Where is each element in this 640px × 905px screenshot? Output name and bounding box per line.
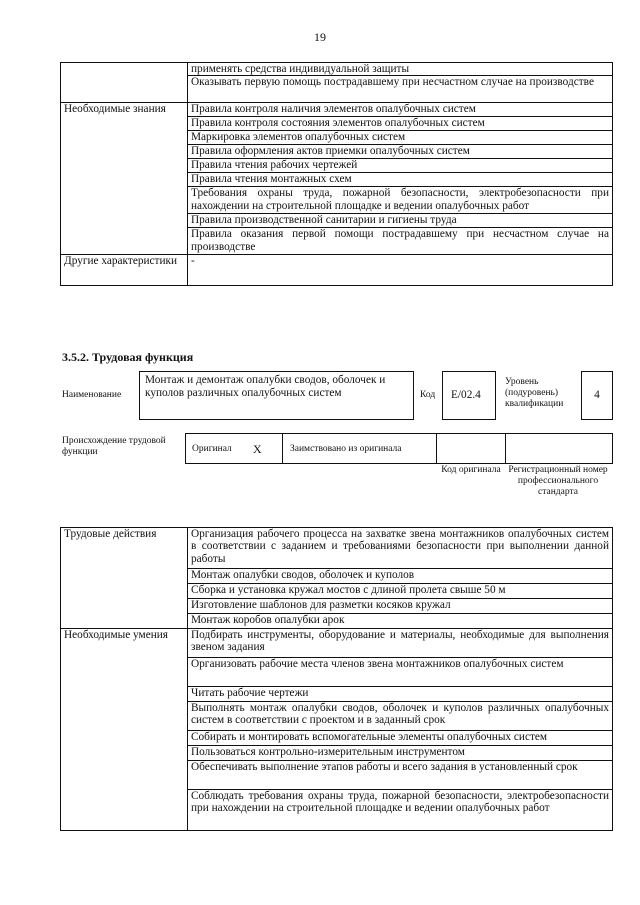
table-category-cell: Другие характеристики <box>61 255 188 286</box>
code-label: Код <box>420 390 436 400</box>
function-code-box <box>442 371 496 420</box>
borrowed-label: Заимствовано из оригинала <box>290 444 402 454</box>
table-category-cell: Трудовые действия <box>61 528 188 629</box>
table-item-cell: Правила контроля наличия элементов опалубочных систем <box>188 103 613 117</box>
origin-divider <box>436 434 437 463</box>
section-title: 3.5.2. Трудовая функция <box>62 350 194 364</box>
table-item-cell: Правила оформления актов приемки опалубочных систем <box>188 145 613 159</box>
table-item-cell: применять средства индивидуальной защиты <box>188 63 613 76</box>
level-value: 4 <box>594 389 600 401</box>
table-item-cell: Сборка и установка кружал мостов с длиной пролета свыше 50 м <box>188 584 613 599</box>
function-name-value: Монтаж и демонтаж опалубки сводов, оболочек и куполов различных опалубочных систем <box>145 374 386 400</box>
origin-label: Происхождение трудовой функции <box>62 436 166 457</box>
table-item-cell: Монтаж коробов опалубки арок <box>188 614 613 629</box>
origin-row <box>185 433 613 464</box>
name-label: Наименование <box>62 390 122 400</box>
table-item-cell: Маркировка элементов опалубочных систем <box>188 131 613 145</box>
registration-caption: Регистрационный номер профессионального стандарта <box>508 465 608 497</box>
table-item-cell: Монтаж опалубки сводов, оболочек и куполов <box>188 569 613 584</box>
original-mark: X <box>253 442 262 456</box>
level-label: Уровень (подуровень) квалификации <box>505 377 564 409</box>
function-name-box <box>139 371 414 420</box>
table-item-cell: Соблюдать требования охраны труда, пожарной безопасности, электробезопасности при нахождении на строительной площадке и ведении опалубочных работ <box>188 790 613 831</box>
origin-divider <box>505 434 506 463</box>
table-item-cell: Правила чтения рабочих чертежей <box>188 159 613 173</box>
actions-skills-table <box>60 527 613 831</box>
table-item-cell: Правила оказания первой помощи пострадавшему при несчастном случае на производстве <box>188 228 613 255</box>
table-item-cell: Требования охраны труда, пожарной безопасности, электробезопасности при нахождении на строительной площадке и ведении опалубочных работ <box>188 187 613 214</box>
table-item-cell: Организация рабочего процесса на захватке звена монтажников опалубочных систем в соответствии с заданием и требованиями безопасности при выполнении данной работы <box>188 528 613 569</box>
table-item-cell: Выполнять монтаж опалубки сводов, оболочек и куполов различных опалубочных систем в соответствии с проектом и в заданный срок <box>188 702 613 731</box>
table-item-cell: Изготовление шаблонов для разметки косяков кружал <box>188 599 613 614</box>
table-item-cell: Правила чтения монтажных схем <box>188 173 613 187</box>
knowledge-table <box>60 62 613 286</box>
table-item-cell: Пользоваться контрольно-измерительным инструментом <box>188 746 613 761</box>
table-item-cell: - <box>188 255 613 286</box>
table-item-cell: Обеспечивать выполнение этапов работы и всего задания в установленный срок <box>188 761 613 790</box>
code-caption: Код оригинала <box>441 465 501 475</box>
table-category-cell: Необходимые умения <box>61 629 188 831</box>
origin-divider <box>282 434 283 463</box>
table-category-cell: Необходимые знания <box>61 103 188 255</box>
table-item-cell: Собирать и монтировать вспомогательные элементы опалубочных систем <box>188 731 613 746</box>
original-label: Оригинал <box>192 444 232 454</box>
table-category-cell <box>61 63 188 103</box>
function-code-value: E/02.4 <box>451 389 481 401</box>
page-number: 19 <box>314 30 326 44</box>
table-item-cell: Читать рабочие чертежи <box>188 687 613 702</box>
table-item-cell: Правила производственной санитарии и гигиены труда <box>188 214 613 228</box>
table-item-cell: Подбирать инструменты, оборудование и материалы, необходимые для выполнения звеном задания <box>188 629 613 658</box>
table-item-cell: Правила контроля состояния элементов опалубочных систем <box>188 117 613 131</box>
table-item-cell: Организовать рабочие места членов звена монтажников опалубочных систем <box>188 658 613 687</box>
level-box <box>581 371 613 420</box>
table-item-cell: Оказывать первую помощь пострадавшему при несчастном случае на производстве <box>188 76 613 103</box>
